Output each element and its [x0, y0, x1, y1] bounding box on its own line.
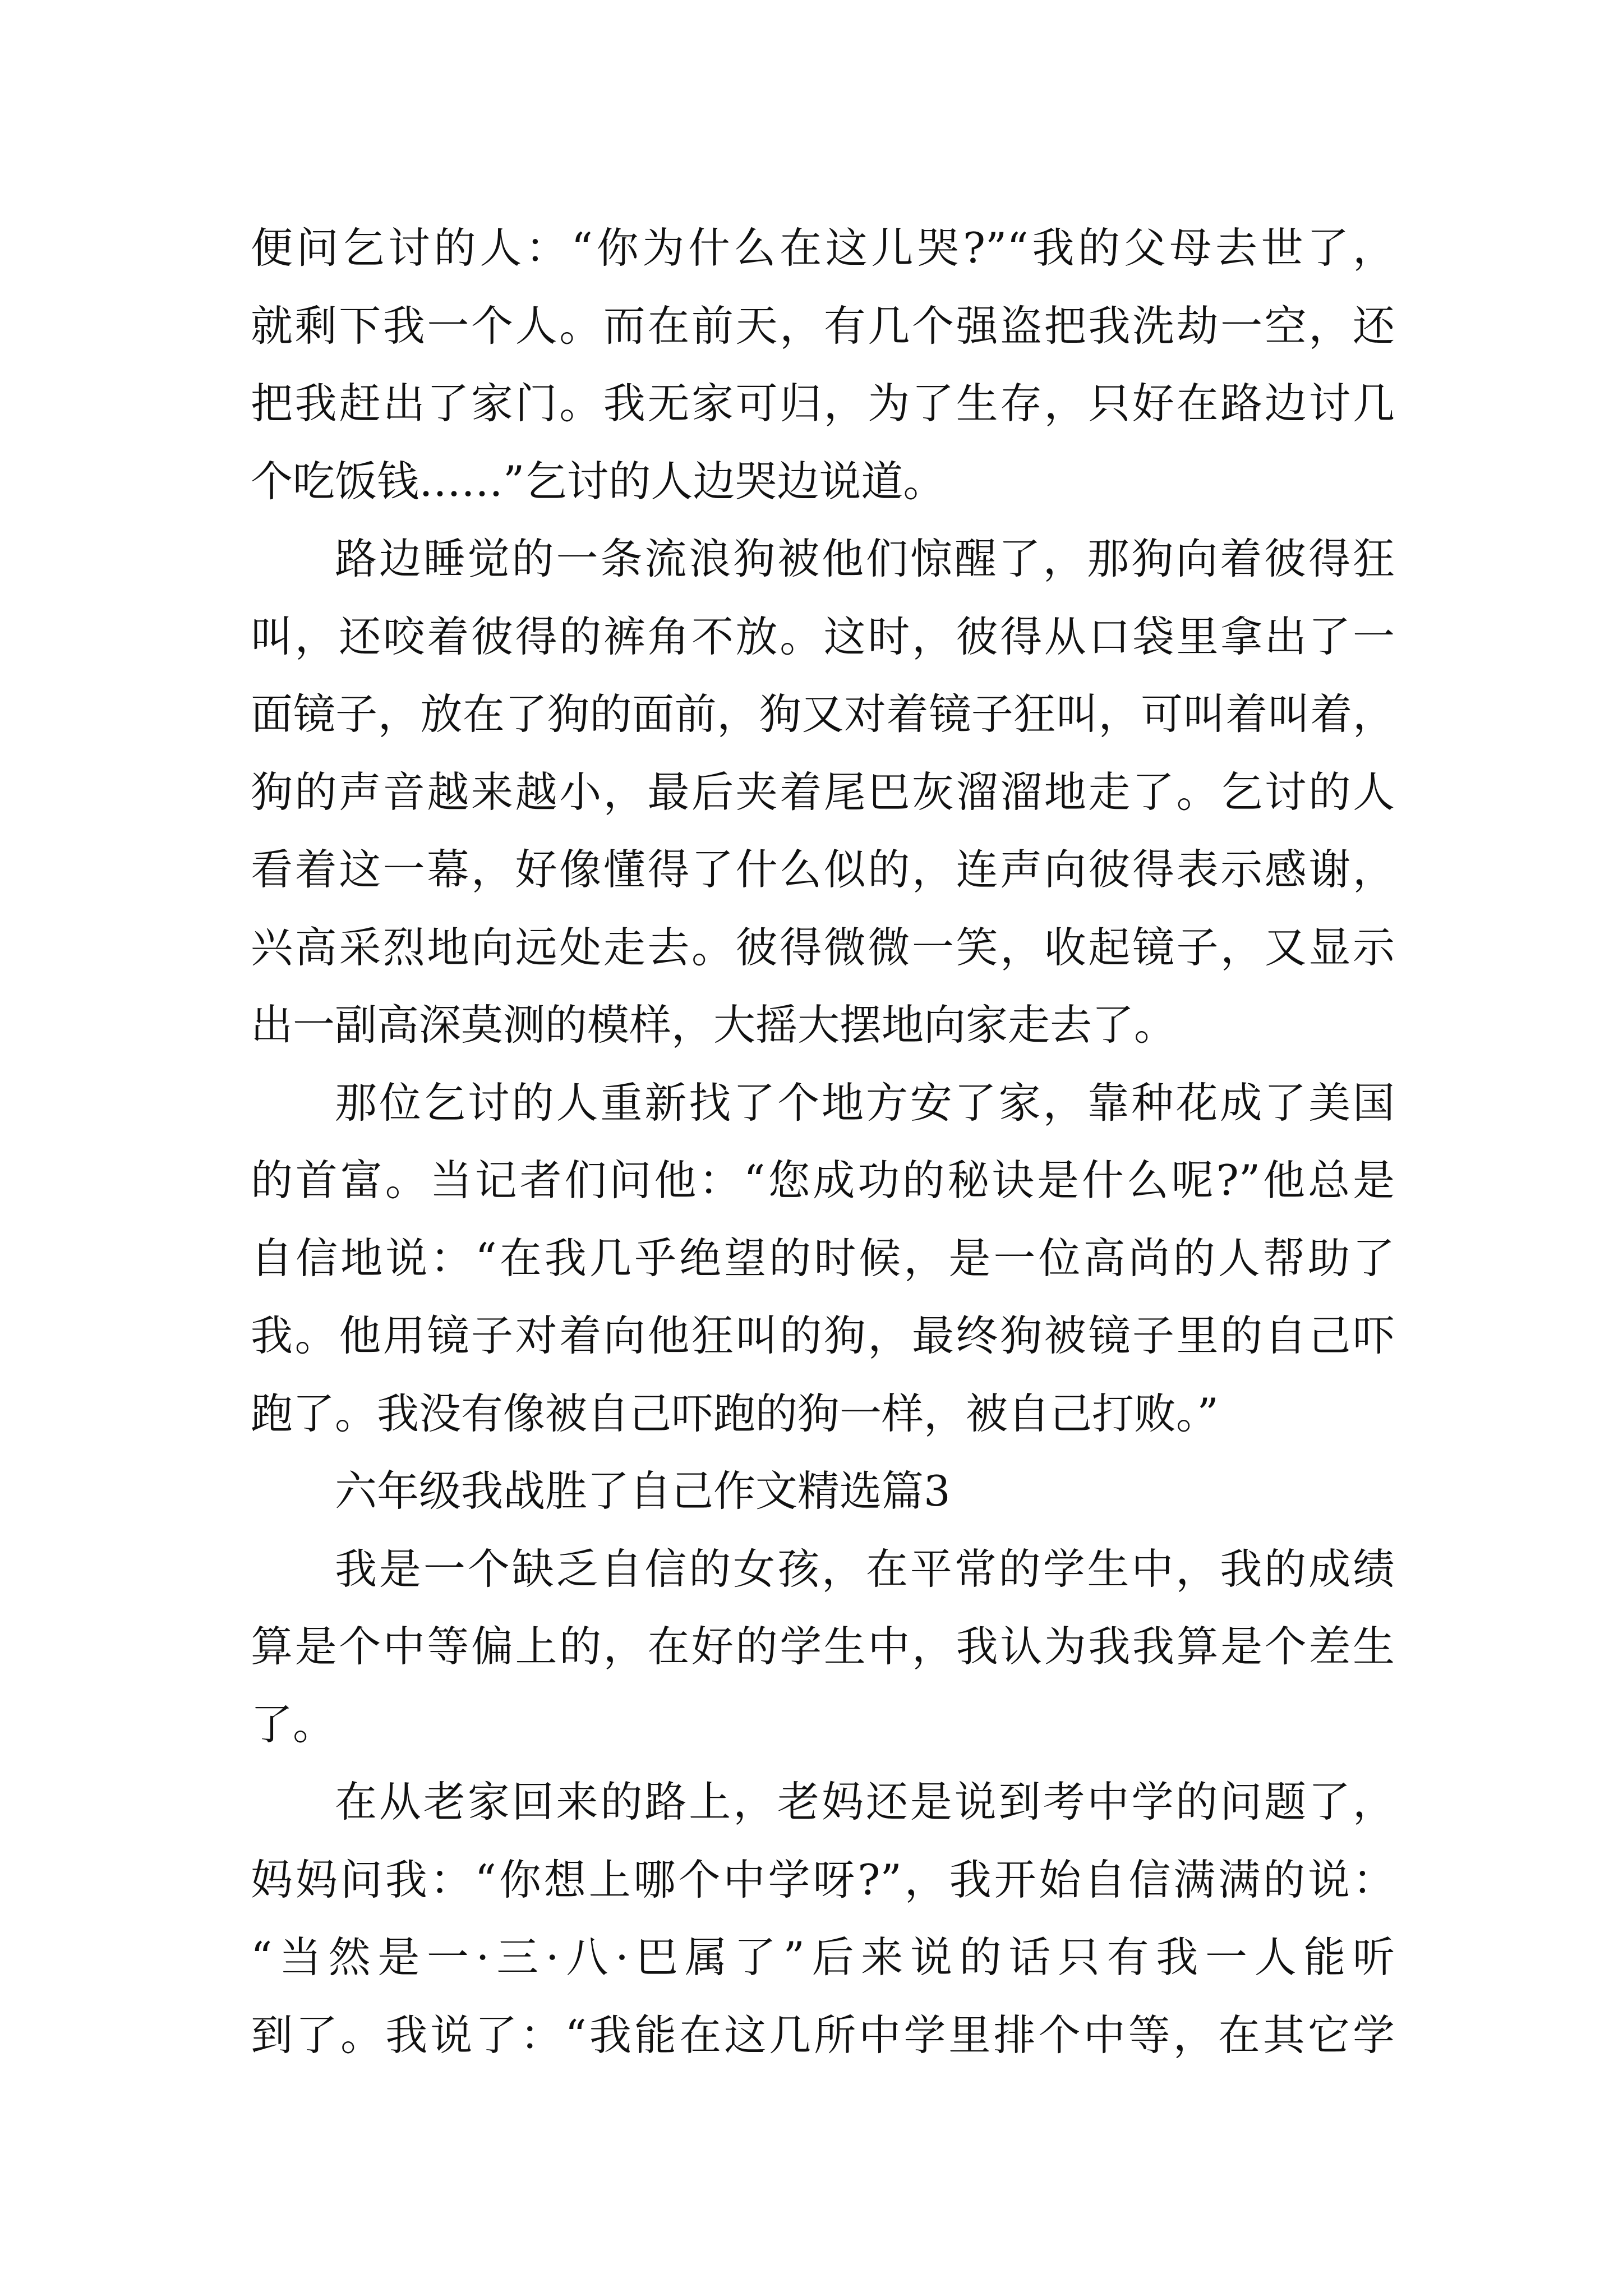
text-line: 狗的声音越来越小，最后夹着尾巴灰溜溜地走了。乞讨的人	[251, 767, 1395, 817]
text-line: 看着这一幕，好像懂得了什么似的，连声向彼得表示感谢，	[251, 845, 1395, 894]
text-line: 跑了。我没有像被自己吓跑的狗一样，被自己打败。”	[251, 1388, 1219, 1438]
text-line: 便问乞讨的人：“你为什么在这儿哭?”“我的父母去世了，	[251, 223, 1395, 273]
text-line: 在从老家回来的路上，老妈还是说到考中学的问题了，	[335, 1777, 1395, 1826]
text-line: 出一副高深莫测的模样，大摇大摆地向家走去了。	[251, 1000, 1177, 1050]
paragraph	[251, 1064, 1395, 1453]
text-line: 算是个中等偏上的，在好的学生中，我认为我我算是个差生	[251, 1622, 1395, 1671]
text-line: 的首富。当记者们问他：“您成功的秘诀是什么呢?”他总是	[251, 1156, 1395, 1205]
text-line: 到了。我说了：“我能在这几所中学里排个中等，在其它学	[251, 2010, 1395, 2060]
text-line: 兴高采烈地向远处走去。彼得微微一笑，收起镜子，又显示	[251, 922, 1395, 972]
paragraph	[251, 1530, 1395, 1764]
text-line: 了。	[251, 1699, 335, 1749]
paragraph	[251, 1763, 1395, 2074]
text-line: 把我赶出了家门。我无家可归，为了生存，只好在路边讨几	[251, 379, 1395, 428]
section-heading: 六年级我战胜了自己作文精选篇3	[335, 1466, 951, 1516]
text-line: “当然是一·三·八·巴属了”后来说的话只有我一人能听	[251, 1932, 1395, 1982]
paragraph	[251, 520, 1395, 1064]
text-line: 叫，还咬着彼得的裤角不放。这时，彼得从口袋里拿出了一	[251, 611, 1395, 661]
text-line: 我是一个缺乏自信的女孩，在平常的学生中，我的成绩	[335, 1544, 1395, 1594]
paragraph	[251, 209, 1395, 520]
text-line: 路边睡觉的一条流浪狗被他们惊醒了，那狗向着彼得狂	[335, 534, 1395, 583]
text-line: 我。他用镜子对着向他狂叫的狗，最终狗被镜子里的自己吓	[251, 1311, 1395, 1360]
text-line: 那位乞讨的人重新找了个地方安了家，靠种花成了美国	[335, 1078, 1395, 1128]
text-line: 自信地说：“在我几乎绝望的时候，是一位高尚的人帮助了	[251, 1233, 1395, 1283]
document-page	[251, 209, 1395, 2074]
text-line: 妈妈问我：“你想上哪个中学呀?”，我开始自信满满的说：	[251, 1855, 1395, 1904]
text-line: 就剩下我一个人。而在前天，有几个强盗把我洗劫一空，还	[251, 301, 1395, 351]
text-line: 面镜子，放在了狗的面前，狗又对着镜子狂叫，可叫着叫着，	[251, 689, 1395, 739]
text-line: 个吃饭钱……”乞讨的人边哭边说道。	[251, 456, 946, 506]
